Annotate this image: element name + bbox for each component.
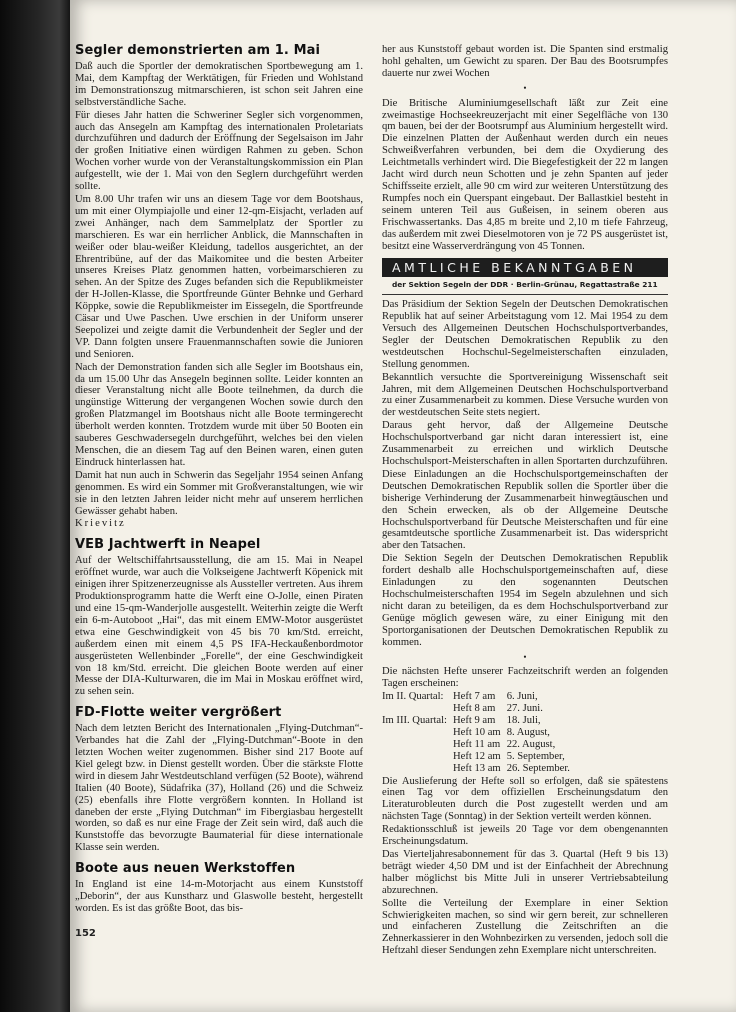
issue-label: Heft 9 am [453,715,496,727]
issue-label: Heft 11 am [453,738,501,750]
issue-date: 18. Juli, [506,715,541,727]
paragraph: In England ist eine 14-m-Motorjacht aus einem Kunststoff „Deborin“, der aus Kunstharz und Glaswolle besteht, hergestellt worden. Es ist das größte Boot, das bis- [75,879,363,914]
issue-label: Heft 12 am [453,750,501,762]
paragraph: Die Britische Aluminiumgesellschaft läßt zur Zeit eine zweimastige Hochseekreuzerjacht mit einer Segelfläche von 130 qm bauen, bei der der Bootsrumpf aus Aluminium hergestellt wird. Die einzelnen Platten der Außenhaut werden durch ein neues Schweißverfahren verbunden, bei dem die Oxydierung des Leichtmetalls verhindert wird. Die Biegefestigkeit der 22 m langen Jacht wird durch neun Schotten und je zehn Spanten auf jeder Schiffsseite erzielt, alle 90 cm wird zur weiteren Unterstützung des Rumpfes noch ein Querspant eingebaut. Der Ballastkiel besteht in seinem unteren Teil aus Gußeisen, in seinem oberen aus Frischwassertanks. Das 4,85 m breite und 2,10 m tiefe Fahrzeug, das außerdem mit zwei Dieselmotoren von je 72 PS ausgerüstet ist, besitzt eine Wasserverdrängung von 45 Tonnen. [382,97,668,252]
paragraph: Das Vierteljahresabonnement für das 3. Quartal (Heft 9 bis 13) beträgt wieder 4,50 DM und ist der Einfachheit der Abrechnung halber möglichst bis Mitte Juli in unserer Vertriebsabteilung abzurechnen. [382,849,668,896]
paragraph: Damit hat nun auch in Schwerin das Segeljahr 1954 seinen Anfang genommen. Es wird ein Sommer mit Großveranstaltungen, wie wir sie in den letzten Jahren leider nicht mehr auf unserem herrlichen Gewässer gehabt haben. [75,469,363,517]
issue-date: 22. August, [506,738,556,750]
right-column [382,44,668,957]
article-title-werkstoffe: Boote aus neuen Werkstoffen [75,861,296,877]
book-binding [0,0,70,1012]
issue-date: 8. August, [506,726,550,738]
quarter-label: Im III. Quartal: [382,715,448,727]
issue-label: Heft 8 am [453,703,496,715]
issue-label: Heft 7 am [453,691,496,703]
paragraph: Für dieses Jahr hatten die Schweriner Segler sich vorgenommen, auch das Ansegeln am Kampftag des internationalen Proletariats durchzuführen und dadurch der Eröffnung der Segelsaison im Jahr der großen Initiative einen würdigen Rahmen zu geben. Schon Wochen vorher wurde von der Veranstaltungskommission ein Plan aufgestellt, wie der 1. Mai von den Seglern durchgeführt werden sollte. [75,109,363,193]
paragraph: Die Sektion Segeln der Deutschen Demokratischen Republik fordert deshalb alle Hochschulsportgemeinschaften auf, diese Einladungen zu den sogenannten Deutschen Hochschulmeisterschaften 1954 im Segeln abzulehnen und sich nicht daran zu beteiligen, da es dem Hochschulsportverband zur Genüge möglich gewesen wäre, zu einer Einigung mit den Sportorganisationen der Deutschen Demokratischen Republik zu kommen. [382,553,668,648]
quarter-label [382,763,453,775]
article-title-fd-flotte: FD-Flotte weiter vergrößert [75,705,282,721]
paragraph: her aus Kunststoff gebaut worden ist. Die Spanten sind erstmalig hohl gehalten, um Gewicht zu sparen. Der Bau des Bootsrumpfes dauerte nur zwei Wochen [382,44,668,79]
table-row [382,763,576,775]
paragraph: Das Präsidium der Sektion Segeln der Deutschen Demokratischen Republik hat auf seiner Arbeitstagung vom 12. Mai 1954 zu dem Versuch des Allgemeinen Deutschen Hochschulsportverbandes, Segler der Deutschen Demokratischen Republik zu den westdeutschen Hochschul-Segelmeisterschaften einzuladen, Stellung genommen. [382,299,668,370]
issue-label: Heft 10 am [453,726,501,738]
paragraph: Sollte die Verteilung der Exemplare in einer Sektion Schwierigkeiten machen, so sind wir gern bereit, zur schnelleren und einfacheren Zustellung die Zeitschriften an die Zehnerkassierer in den Wohnbezirken zu versenden, jedoch soll die Heftzahl dieser Sendungen zehn Exemplare nicht unterschreiten. [382,897,668,957]
left-column [75,44,363,944]
quarter-label [382,703,453,715]
table-row [382,727,576,739]
announcement-subtitle: der Sektion Segeln der DDR · Berlin-Grünau, Regattastraße 211 [382,277,668,295]
paragraph: Daß auch die Sportler der demokratischen Sportbewegung am 1. Mai, dem Kampftag der Werktätigen, für Frieden und Wohlstand im Demonstrationszug mitmarschieren, ist schon seit Jahren eine selbstverständliche Sache. [75,61,363,108]
table-row [382,691,576,703]
issue-schedule-table [382,691,576,774]
issue-date: 6. Juni, [506,691,538,703]
table-row [382,715,576,727]
page-number: 152 [75,928,96,939]
paragraph: Die Auslieferung der Hefte soll so erfolgen, daß sie spätestens einen Tag vor dem offiziellen Erscheinungsdatum den Literaturobleuten durch die Post zugestellt werden und am nächsten Tage (Sonntag) in der Sektion verteilt werden können. [382,775,668,823]
quarter-label [382,739,453,751]
table-row [382,739,576,751]
table-row [382,703,576,715]
article-title-jachtwerft: VEB Jachtwerft in Neapel [75,537,261,553]
article-title-segler: Segler demonstrierten am 1. Mai [75,43,321,58]
paragraph: Bekanntlich versuchte die Sportvereinigung Wissenschaft seit Jahren, mit dem Allgemeinen Deutschen Hochschulsportverband zu einer Zusammenarbeit zu kommen. Diese Versuche wurden von der westdeutschen Seite stets negiert. [382,371,668,419]
issue-date: 5. September, [506,750,565,762]
issue-date: 26. September. [506,762,570,774]
paragraph: Nach dem letzten Bericht des Internationalen „Flying-Dutchman“-Verbandes hat die Zahl der „Flying-Dutchman“-Boote in den letzten Wochen weiter zugenommen. Bisher sind 217 Boote auf Kiel gelegt bzw. in Dienst gestellt worden. Über die stärkste Flotte wird in diesem Jahr Westdeutschland verfügen (52 Boote), während Italien (40 Boote), Südafrika (37), Holland (26) und die Schweiz (25) ebenfalls ihre Flotte vergrößern konnten. In Holland ist daneben der erste „Flying Dutchman“ im Fibergiasbau hergestellt worden, so daß es nur eine Frage der Zeit sein wird, daß auch die Kunststoffe das bevorzugte Baumaterial für diese internationale Klasse sein werden. [75,723,363,854]
paragraph: Um 8.00 Uhr trafen wir uns an diesem Tage vor dem Bootshaus, um mit einer Olympiajolle und einer 12-qm-Eisjacht, verladen auf zwei Anhänger, nach dem Sammelplatz der Sportler zu marschieren. Es war ein herrlicher Anblick, die Mannschaften in weißer oder blau-weißer Kleidung, tadellos ausgerichtet, an der Ehrentribüne, auf der das Maikomitee und die besten Arbeiter unseres Kreises Platz genommen hatten, vorbeimarschieren zu sehen. An der Spitze des Zuges befanden sich die Republikmeister der H-Jollen-Klasse, die Sportfreunde Günter Behnke und Gerhard Köppke, sowie die Republikmeister im Eissegeln, die Sportfreunde Cäsar und Uwe Paschen. Uwe erschien in der Uniform unserer Seepolizei und zeigte damit die Verbundenheit der Segler und der VP. Dann folgten unsere Frauenmannschaften sowie die Junioren und Senioren. [75,193,363,360]
table-row [382,751,576,763]
separator-dot: • [523,82,527,93]
author-signature: Krievitz [75,518,126,530]
quarter-label [382,751,453,763]
paragraph: Diese Einladungen an die Hochschulsportgemeinschaften der Deutschen Demokratischen Republik sollen die Sportler über die bisherige Verhinderung der Zusammenarbeit hinwegtäuschen und den Schein erwecken, als ob der Allgemeine Deutsche Hochschulsportverband für Deutsche Meisterschaften und für eine gesamtdeutsche sportliche Zusammenarbeit ist. Das widerspricht aber den Tatsachen. [382,468,668,552]
paragraph: Redaktionsschluß ist jeweils 20 Tage vor dem obengenannten Erscheinungsdatum. [382,824,668,848]
announcement-banner: AMTLICHE BEKANNTGABEN [382,258,668,277]
separator-dot: • [523,651,527,662]
paragraph: Die nächsten Hefte unserer Fachzeitschrift werden an folgenden Tagen erscheinen: [382,666,668,690]
issue-label: Heft 13 am [453,762,501,774]
quarter-label [382,727,453,739]
issue-date: 27. Juni. [506,703,543,715]
paragraph: Nach der Demonstration fanden sich alle Segler im Bootshaus ein, da um 15.00 Uhr das Ansegeln beginnen sollte. Leider konnten an dieser Veranstaltung nicht alle Boote teilnehmen, da durch die ungünstige Witterung der vergangenen Wochen sowie durch den großen Platzmangel im Bootshaus nicht alle Boote termingerecht überholt werden konnten. Trotzdem wurde mit über 50 Booten ein sauberes Geschwadersegeln durchgeführt, welches bei den vielen Menschen, die an diesem Tag auf den Beinen waren, einen guten Eindruck hinterlassen hat. [75,361,363,468]
paragraph: Auf der Weltschiffahrtsausstellung, die am 15. Mai in Neapel eröffnet wurde, war auch die Volkseigene Jachtwerft Köpenick mit einigen ihrer Spitzenerzeugnisse als Aussteller vertreten. Aus ihrem Produktionsprogramm hatte die Werft eine O-Jolle, einen Piraten und eine 15-qm-Wanderjolle ausgestellt. Weiterhin zeigte die Werft ein 6-m-Autoboot „Hai“, das mit einem EMW-Motor ausgerüstet etwa eine Geschwindigkeit von 45 bis 70 km/Std. erreicht, außerdem einen mit einem 4,5 PS IFA-Heckaußenbordmotor ausgerüsteten Wellenbinder „Forelle“, der eine Geschwindigkeit von 18 km/Std. erreicht. Die gleichen Boote werden auf einer Messe der DIA-Kulturwaren, die im Mai in Moskau eröffnet wird, zu sehen sein. [75,555,363,698]
paragraph: Daraus geht hervor, daß der Allgemeine Deutsche Hochschulsportverband gar nicht daran interessiert ist, eine Zusammenarbeit zu erreichen und wirklich Deutsche Hochschulsport-Meisterschaften in allen Sportarten durchzuführen. [382,420,668,467]
quarter-label: Im II. Quartal: [382,691,444,703]
